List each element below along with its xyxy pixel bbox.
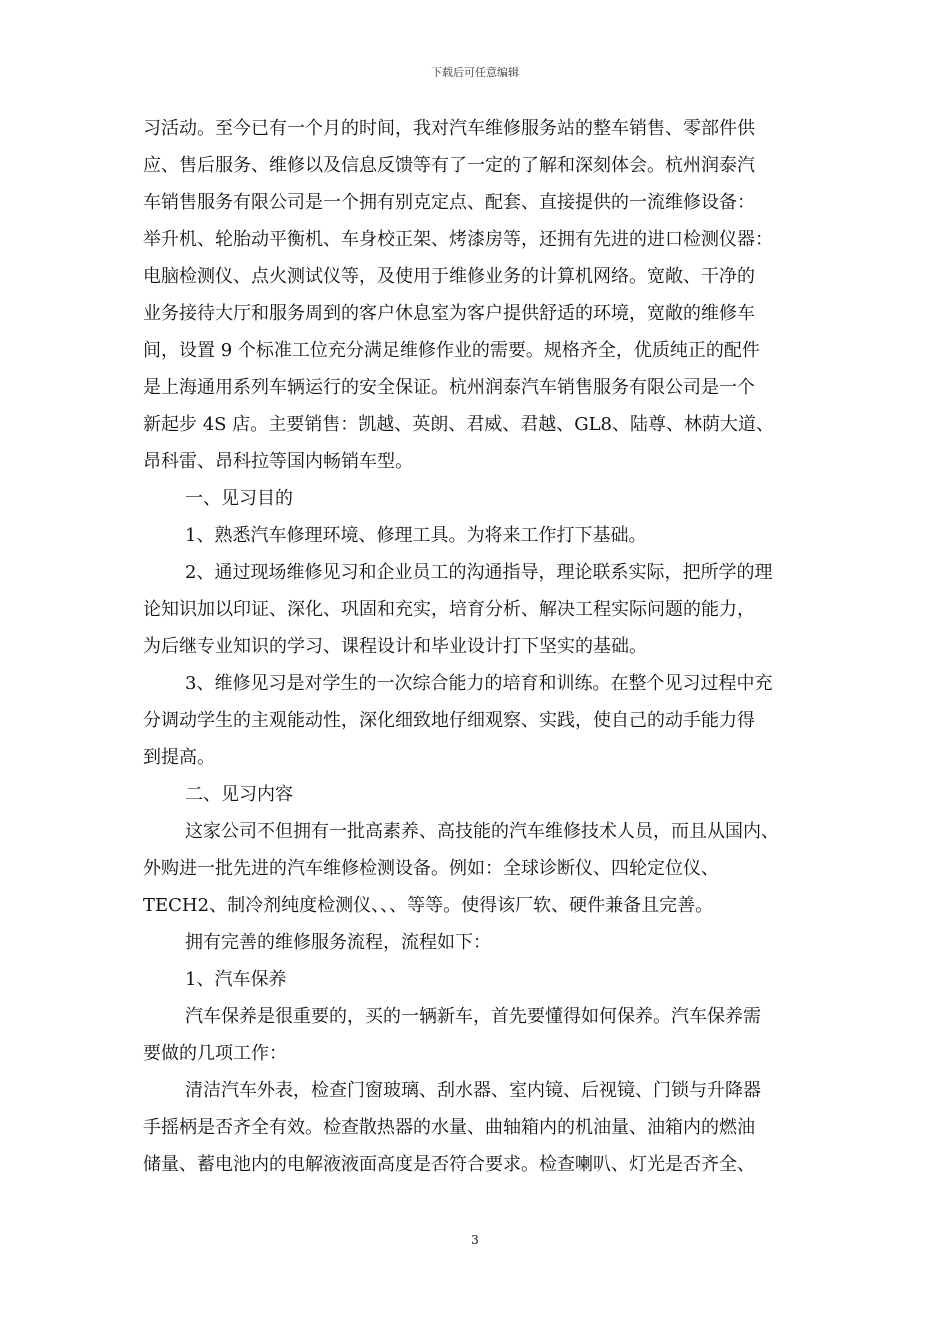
- page-number: 3: [471, 1233, 479, 1247]
- text-line: 要做的几项工作：: [143, 1043, 287, 1064]
- text-line: 1、汽车保养: [185, 969, 287, 990]
- text-line: 新起步 4S 店。主要销售：凯越、英朗、君威、君越、GL8、陆尊、林荫大道、: [143, 414, 775, 435]
- text-line: 电脑检测仪、点火测试仪等，及使用于维修业务的计算机网络。宽敞、干净的: [143, 266, 755, 287]
- text-line: 间，设置 9 个标准工位充分满足维修作业的需要。规格齐全，优质纯正的配件: [143, 340, 760, 361]
- text-line: 清洁汽车外表，检查门窗玻璃、刮水器、室内镜、后视镜、门锁与升降器: [185, 1080, 761, 1101]
- text-line: 是上海通用系列车辆运行的安全保证。杭州润泰汽车销售服务有限公司是一个: [143, 377, 755, 398]
- text-line: 2、通过现场维修见习和企业员工的沟通指导，理论联系实际，把所学的理: [185, 562, 773, 583]
- page-header: 下载后可任意编辑: [431, 66, 519, 79]
- text-line: 举升机、轮胎动平衡机、车身校正架、烤漆房等，还拥有先进的进口检测仪器：: [143, 229, 773, 250]
- text-line: 储量、蓄电池内的电解液液面高度是否符合要求。检查喇叭、灯光是否齐全、: [143, 1154, 755, 1175]
- text-line: 昂科雷、昂科拉等国内畅销车型。: [143, 451, 413, 472]
- text-line: 这家公司不但拥有一批高素养、高技能的汽车维修技术人员，而且从国内、: [185, 821, 779, 842]
- text-line: 3、维修见习是对学生的一次综合能力的培育和训练。在整个见习过程中充: [185, 673, 773, 694]
- text-line: 汽车保养是很重要的，买的一辆新车，首先要懂得如何保养。汽车保养需: [185, 1006, 761, 1027]
- text-line: 拥有完善的维修服务流程，流程如下：: [185, 932, 491, 953]
- text-line: 到提高。: [143, 747, 215, 768]
- text-line: 外购进一批先进的汽车维修检测设备。例如：全球诊断仪、四轮定位仪、: [143, 858, 719, 879]
- text-line: 手摇柄是否齐全有效。检查散热器的水量、曲轴箱内的机油量、油箱内的燃油: [143, 1117, 755, 1138]
- text-line: 1、熟悉汽车修理环境、修理工具。为将来工作打下基础。: [185, 525, 647, 546]
- text-line: 应、售后服务、维修以及信息反馈等有了一定的了解和深刻体会。杭州润泰汽: [143, 155, 755, 176]
- text-line: 分调动学生的主观能动性，深化细致地仔细观察、实践，使自己的动手能力得: [143, 710, 755, 731]
- text-line: 二、见习内容: [185, 784, 293, 805]
- text-line: 论知识加以印证、深化、巩固和充实，培育分析、解决工程实际问题的能力，: [143, 599, 755, 620]
- document-body: [143, 110, 810, 1183]
- text-line: 车销售服务有限公司是一个拥有别克定点、配套、直接提供的一流维修设备：: [143, 192, 755, 213]
- text-line: 为后继专业知识的学习、课程设计和毕业设计打下坚实的基础。: [143, 636, 647, 657]
- text-line: 习活动。至今已有一个月的时间，我对汽车维修服务站的整车销售、零部件供: [143, 118, 755, 139]
- text-line: TECH2、制冷剂纯度检测仪、、、等等。使得该厂软、硬件兼备且完善。: [143, 895, 714, 916]
- text-line: 一、见习目的: [185, 488, 293, 509]
- text-line: 业务接待大厅和服务周到的客户休息室为客户提供舒适的环境，宽敞的维修车: [143, 303, 755, 324]
